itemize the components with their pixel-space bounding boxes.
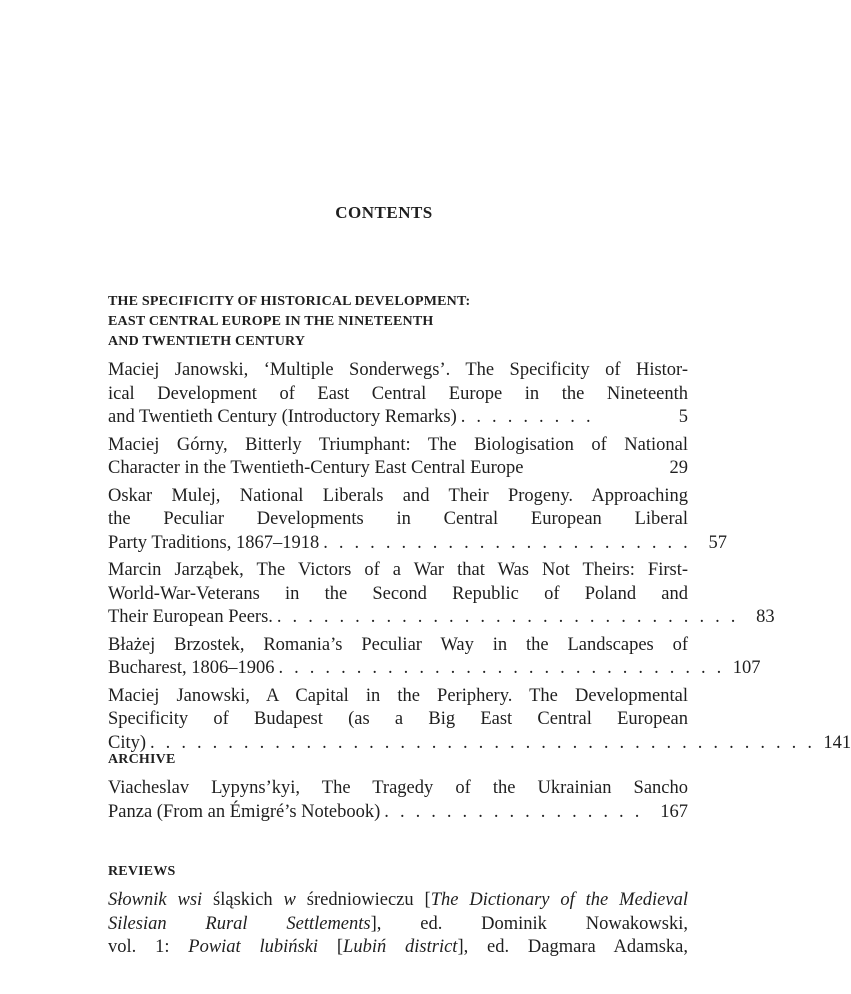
review-title-text: Lubiń district — [343, 937, 458, 957]
page-number: 167 — [660, 801, 688, 822]
section-heading-line: AND TWENTIETH CENTURY — [108, 334, 306, 349]
entry-line: Their European Peers. — [108, 607, 273, 627]
review-title-text: Silesian Rural Settlements — [108, 913, 371, 934]
toc-entry — [108, 485, 728, 556]
entry-last-line — [108, 657, 761, 681]
section-heading-line: REVIEWS — [108, 864, 176, 879]
leader-dots: . . . . . . . . . . . . . . . . . . . . . . . . . . . . . — [278, 658, 725, 678]
review-text: ], ed. Dominik Nowakowski, — [370, 913, 688, 934]
entry-last-line — [108, 457, 688, 481]
toc-entry — [108, 777, 688, 824]
section-heading-line: ARCHIVE — [108, 752, 176, 767]
toc-entry — [108, 685, 851, 756]
review-title-text: Powiat lubiński — [188, 937, 319, 957]
page-number: 83 — [756, 607, 775, 627]
leader-dots: . . . . . . . . . . . . . . . . . . . . . . . . — [323, 532, 692, 553]
review-title-text: Słownik wsi — [108, 890, 203, 910]
review-title-text: The Dictionary of the Medieval — [430, 890, 688, 910]
review-entry — [108, 889, 688, 960]
entry-last-line — [108, 406, 688, 430]
section-heading-line: EAST CENTRAL EUROPE IN THE NINETEENTH — [108, 314, 434, 329]
entry-line: Viacheslav Lypyns’kyi, The Tragedy of the Ukrainian Sancho — [108, 778, 688, 798]
entry-line: Character in the Twentieth-Century East Central Europe — [108, 458, 524, 478]
toc-entries-reviews — [108, 889, 688, 964]
entry-line: Maciej Janowski, ‘Multiple Sonderwegs’. The Specificity of Histor- — [108, 360, 688, 380]
entry-line: ical Development of East Central Europe in the Nineteenth — [108, 383, 688, 404]
entry-line: Panza (From an Émigré’s Notebook) — [108, 801, 381, 822]
section-heading-reviews — [108, 862, 688, 882]
page-number: 57 — [708, 532, 728, 553]
review-text: vol. 1: — [108, 937, 189, 957]
entry-line: Oskar Mulej, National Liberals and Their Progeny. Approaching — [108, 485, 688, 506]
leader-dots: . . . . . . . . . . . . . . . . . . . . . . . . . . . . . . — [276, 607, 739, 627]
entry-line: Party Traditions, 1867–1918 — [108, 532, 320, 553]
leader-dots: . . . . . . . . . — [460, 407, 594, 427]
review-line — [108, 936, 688, 960]
entry-last-line — [108, 532, 728, 556]
section-heading-specificity — [108, 292, 688, 352]
review-text: ], ed. Dagmara Adamska, — [457, 937, 688, 957]
review-text: śląskich — [202, 890, 284, 910]
toc-entries-specificity — [108, 359, 851, 759]
entry-last-line — [108, 606, 775, 630]
toc-entry — [108, 359, 688, 430]
page-number: 29 — [669, 458, 688, 478]
toc-entry — [108, 634, 761, 681]
leader-dots: . . . . . . . . . . . . . . . . . — [384, 801, 643, 822]
entry-line: World-War-Veterans in the Second Republic of Poland and — [108, 583, 688, 604]
entry-line: Specificity of Budapest (as a Big East Central European — [108, 709, 688, 729]
review-text: [ — [318, 937, 344, 957]
review-line — [108, 889, 688, 913]
page-title: CONTENTS — [335, 203, 433, 222]
entry-line: Bucharest, 1806–1906 — [108, 658, 275, 678]
page-number: 5 — [678, 407, 688, 427]
entry-last-line — [108, 801, 688, 825]
review-text: średniowieczu [ — [295, 890, 431, 910]
toc-entry — [108, 559, 775, 630]
page-number: 107 — [732, 658, 761, 678]
toc-entry — [108, 434, 688, 481]
page-number: 141 — [823, 732, 851, 753]
section-heading-line: THE SPECIFICITY OF HISTORICAL DEVELOPMENT: — [108, 294, 471, 309]
entry-line: City) — [108, 732, 147, 753]
leader-dots: . . . . . . . . . . . . . . . . . . . . . . . . . . . . . . . . . . . . . . . . . . . — [150, 732, 816, 753]
entry-line: Błażej Brzostek, Romania’s Peculiar Way in the Landscapes of — [108, 634, 688, 655]
review-line — [108, 913, 688, 937]
entry-line: Maciej Janowski, A Capital in the Periphery. The Developmental — [108, 685, 688, 706]
toc-entries-archive — [108, 777, 688, 828]
entry-line: Marcin Jarząbek, The Victors of a War that Was Not Theirs: First- — [108, 560, 688, 580]
entry-line: the Peculiar Developments in Central European Liberal — [108, 509, 688, 529]
review-title-text: w — [283, 890, 296, 910]
section-heading-archive — [108, 750, 688, 770]
entry-line: Maciej Górny, Bitterly Triumphant: The Biologisation of National — [108, 434, 688, 455]
entry-line: and Twentieth Century (Introductory Remarks) — [108, 407, 457, 427]
